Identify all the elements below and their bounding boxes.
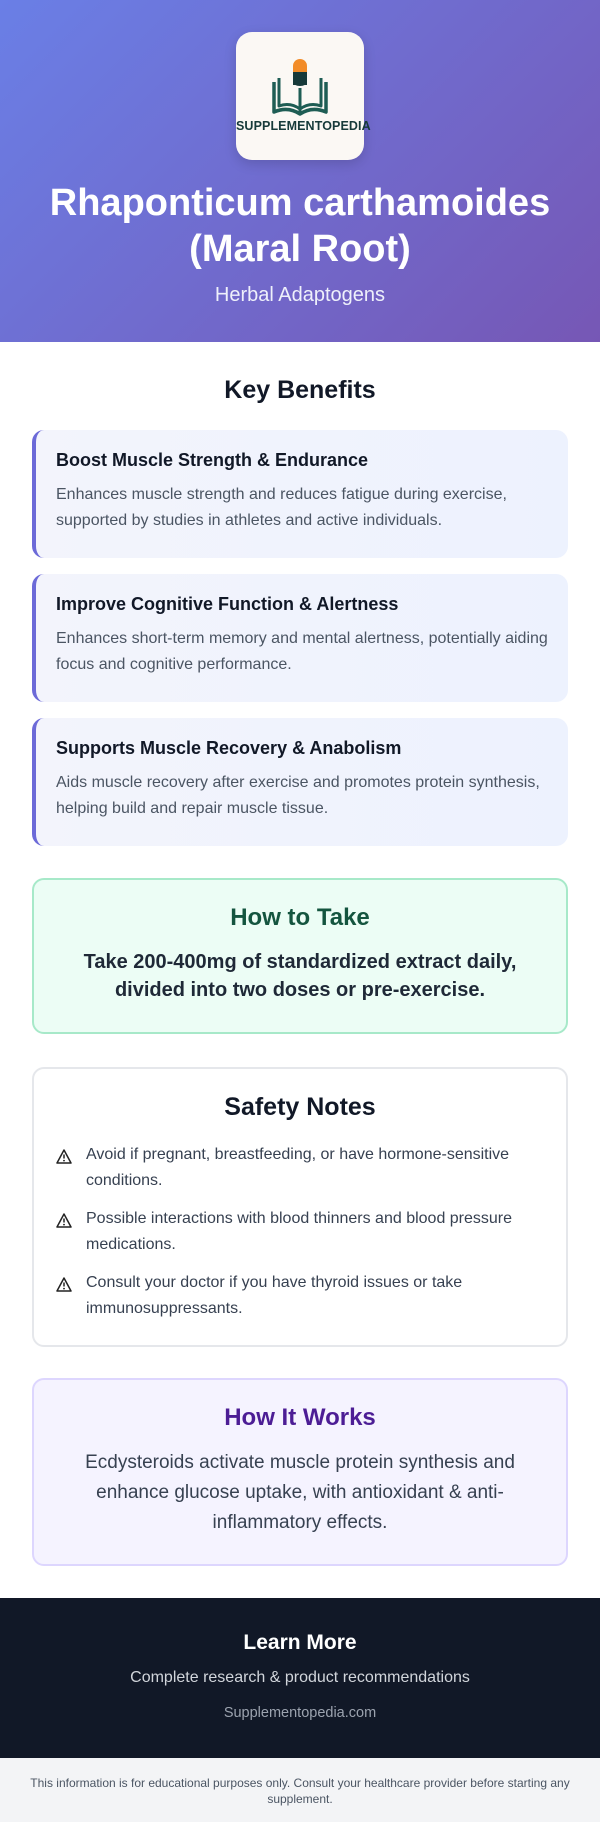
safety-item-text: Avoid if pregnant, breastfeeding, or have hormone-sensitive conditions. xyxy=(86,1146,510,1189)
brand-logo[interactable] xyxy=(236,32,371,160)
benefit-description: Aids muscle recovery after exercise and promotes protein synthesis, helping build and repair muscle tissue. xyxy=(56,774,540,817)
footer xyxy=(0,1598,600,1758)
page-title: Rhaponticum carthamoides (Maral Root) xyxy=(49,182,551,270)
safety-item-text: Possible interactions with blood thinners and blood pressure medications. xyxy=(86,1210,513,1253)
safety-item xyxy=(56,1206,544,1258)
safety-item xyxy=(56,1270,544,1322)
benefit-card xyxy=(32,574,568,702)
disclaimer: This information is for educational purposes only. Consult your healthcare provider before starting any supplement. xyxy=(0,1758,600,1822)
benefit-description: Enhances short-term memory and mental alertness, potentially aiding focus and cognitive performance. xyxy=(56,630,548,673)
benefit-card xyxy=(32,430,568,558)
benefits-heading: Key Benefits xyxy=(224,376,376,404)
safety-item-text: Consult your doctor if you have thyroid issues or take immunosuppressants. xyxy=(86,1274,463,1317)
learn-more-subtext: Complete research & product recommendations xyxy=(130,1669,470,1686)
warning-icon xyxy=(56,1142,86,1194)
how-to-take-text: Take 200-400mg of standardized extract daily, divided into two doses or pre-exercise. xyxy=(83,951,517,1001)
how-to-take-heading: How to Take xyxy=(230,904,370,931)
benefit-title: Supports Muscle Recovery & Anabolism xyxy=(56,738,402,758)
how-it-works-text: Ecdysteroids activate muscle protein synthesis and enhance glucose uptake, with antioxidant & anti-inflammatory effects. xyxy=(85,1452,515,1533)
warning-icon xyxy=(56,1206,86,1258)
warning-icon xyxy=(56,1270,86,1322)
how-it-works-card xyxy=(32,1378,568,1566)
website-link[interactable]: Supplementopedia.com xyxy=(223,1705,377,1721)
page-subtitle: Herbal Adaptogens xyxy=(214,284,386,306)
safety-card xyxy=(32,1067,568,1347)
learn-more-heading: Learn More xyxy=(243,1631,357,1654)
benefit-title: Improve Cognitive Function & Alertness xyxy=(56,594,399,614)
header xyxy=(0,0,600,342)
safety-list xyxy=(34,1142,566,1322)
how-to-take-card xyxy=(32,878,568,1034)
book-pill-icon xyxy=(266,54,334,120)
benefit-card xyxy=(32,718,568,846)
brand-name: SUPPLEMENTOPEDIA xyxy=(236,119,371,133)
how-it-works-heading: How It Works xyxy=(224,1404,376,1431)
benefit-title: Boost Muscle Strength & Endurance xyxy=(56,450,369,470)
benefit-description: Enhances muscle strength and reduces fatigue during exercise, supported by studies in athletes and active individuals. xyxy=(56,486,507,529)
safety-heading: Safety Notes xyxy=(224,1093,376,1121)
safety-item xyxy=(56,1142,544,1194)
